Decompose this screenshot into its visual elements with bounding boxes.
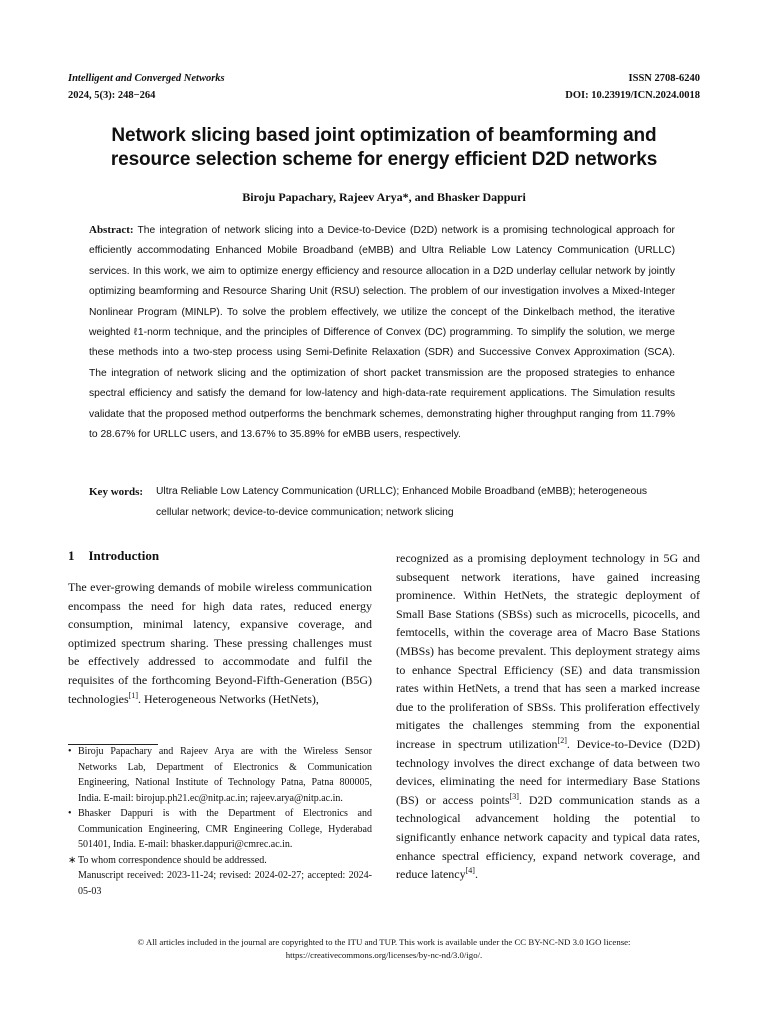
- body-text: . Heterogeneous Networks (HetNets),: [137, 691, 319, 706]
- body-column-left: [68, 578, 372, 708]
- bullet-icon: •: [68, 746, 72, 757]
- footnote-text: Biroju Papachary and Rajeev Arya are with the Wireless Sensor Networks Lab, Department of Electronics & Communication Engineering, National Institute of Technology Patna, Patna 800005, India. E-mail: birojup.ph21.ec@nitp.ac.in; rajeev.arya@nitp.ac.in.: [78, 746, 372, 804]
- title-line-2: resource selection scheme for energy efficient D2D networks: [110, 149, 658, 170]
- citation[interactable]: [1]: [128, 690, 138, 700]
- citation[interactable]: [4]: [465, 866, 475, 876]
- asterisk-icon: ∗: [68, 854, 77, 866]
- body-text: . D2D communication stands as a technological advancement holding the potential to significantly enhance network capacity and typical data rates, enhance spectral efficiency, expand network coverage, and reduce latency: [396, 792, 700, 882]
- section-number: 1: [68, 548, 75, 563]
- journal-name: Intelligent and Converged Networks: [68, 73, 225, 84]
- footnote-manuscript-dates: Manuscript received: 2023-11-24; revised: 2024-02-27; accepted: 2024-05-03: [78, 870, 372, 897]
- license-link[interactable]: https://creativecommons.org/licenses/by-nc-nd/3.0/igo/.: [285, 950, 483, 960]
- abstract-label: Abstract:: [89, 224, 134, 236]
- citation[interactable]: [3]: [509, 791, 519, 801]
- abstract: [89, 220, 675, 445]
- section-heading: [68, 548, 159, 564]
- body-text: recognized as a promising deployment technology in 5G and subsequent network iterations, have gained increasing prominence. Within HetNets, the strategic deployment of Small Base Stations (SBSs) such as microcells, picocells, and femtocells, within the coverage area of Macro Base Stations (MBSs) has become prevalent. This deployment strategy aims to enhance Spectral Efficiency (SE) and data transmission rates within HetNets, a trend that has seen a marked increase due to the proliferation of SBSs. This proliferation effectively mitigates the challenges stemming from the exponential increase in spectrum utilization: [396, 551, 700, 751]
- abstract-text: The integration of network slicing into a Device-to-Device (D2D) network is a promising technological approach for efficiently accommodating Enhanced Mobile Broadband (eMBB) and Ultra Reliable Low Latency Communication (URLLC) services. In this work, we aim to optimize energy efficiency and resource allocation in a D2D underlay cellular network by jointly optimizing beamforming and Resource Sharing Unit (RSU) selection. The problem of our investigation involves a Mixed-Integer Nonlinear Program (MINLP). To solve the problem effectively, we utilize the concept of the Dinkelbach method, the iterative weighted ℓ1-norm technique, and the principles of Difference of Convex (DC) programming. To simplify the solution, we merge these methods into a two-step process using Semi-Definite Relaxation (SDR) and Successive Convex Approximation (SCA). The integration of network slicing and the optimization of short packet transmission are the proposed strategies to enhance spectral efficiency and satisfy the demand for low-latency and high-data-rate requirement applications. The Simulation results validate that the proposed method outperforms the benchmark schemes, demonstrating higher throughput ranging from 11.79% to 28.67% for URLLC users, and 13.67% to 35.89% for eMBB users, respectively.: [89, 225, 675, 441]
- title-line-1: Network slicing based joint optimization of beamforming and: [111, 125, 657, 146]
- issn: ISSN 2708-6240: [628, 73, 700, 84]
- keywords: [89, 482, 681, 523]
- doi: DOI: 10.23919/ICN.2024.0018: [565, 90, 700, 101]
- footnote-text: Bhasker Dappuri is with the Department of Electronics and Communication Engineering, CMR Engineering College, Hyderabad 501401, India. E-mail: bhasker.dappuri@cmrec.ac.in.: [78, 808, 372, 850]
- keywords-label: Key words:: [89, 486, 144, 498]
- footnote-text: To whom correspondence should be addressed.: [78, 854, 267, 866]
- license-footer: [68, 936, 700, 962]
- paper-title: [60, 124, 708, 172]
- body-text: . Device-to-Device (D2D) technology involves the direct exchange of data between two devices, eliminating the need for intermediary Base Stations (BS) or access points: [396, 736, 701, 807]
- keywords-text: Ultra Reliable Low Latency Communication (URLLC); Enhanced Mobile Broadband (eMBB); heterogeneous cellular network; device-to-device communication; network slicing: [156, 486, 648, 518]
- footnotes: [68, 744, 372, 899]
- bullet-icon: •: [68, 808, 72, 819]
- footnote-affiliation-1: [68, 744, 372, 806]
- footnote-affiliation-2: [68, 806, 372, 853]
- footnote-correspondence: [68, 853, 372, 869]
- license-text: © All articles included in the journal are copyrighted to the ITU and TUP. This work is available under the CC BY-NC-ND 3.0 IGO license:: [137, 937, 631, 947]
- section-title: Introduction: [88, 548, 160, 563]
- journal-volume: 2024, 5(3): 248−264: [68, 90, 156, 101]
- body-text: .: [474, 867, 478, 882]
- body-text: The ever-growing demands of mobile wireless communication encompass the need for high data rates, reduced energy consumption, minimal latency, expansive coverage, and optimized spectrum sharing. These pressing challenges must be effectively addressed to accommodate and fulfil the requisites of the forthcoming Beyond-Fifth-Generation (B5G) technologies: [68, 580, 372, 706]
- body-column-right: [396, 549, 700, 884]
- citation[interactable]: [2]: [557, 735, 567, 745]
- author-list: Biroju Papachary, Rajeev Arya*, and Bhasker Dappuri: [242, 190, 526, 204]
